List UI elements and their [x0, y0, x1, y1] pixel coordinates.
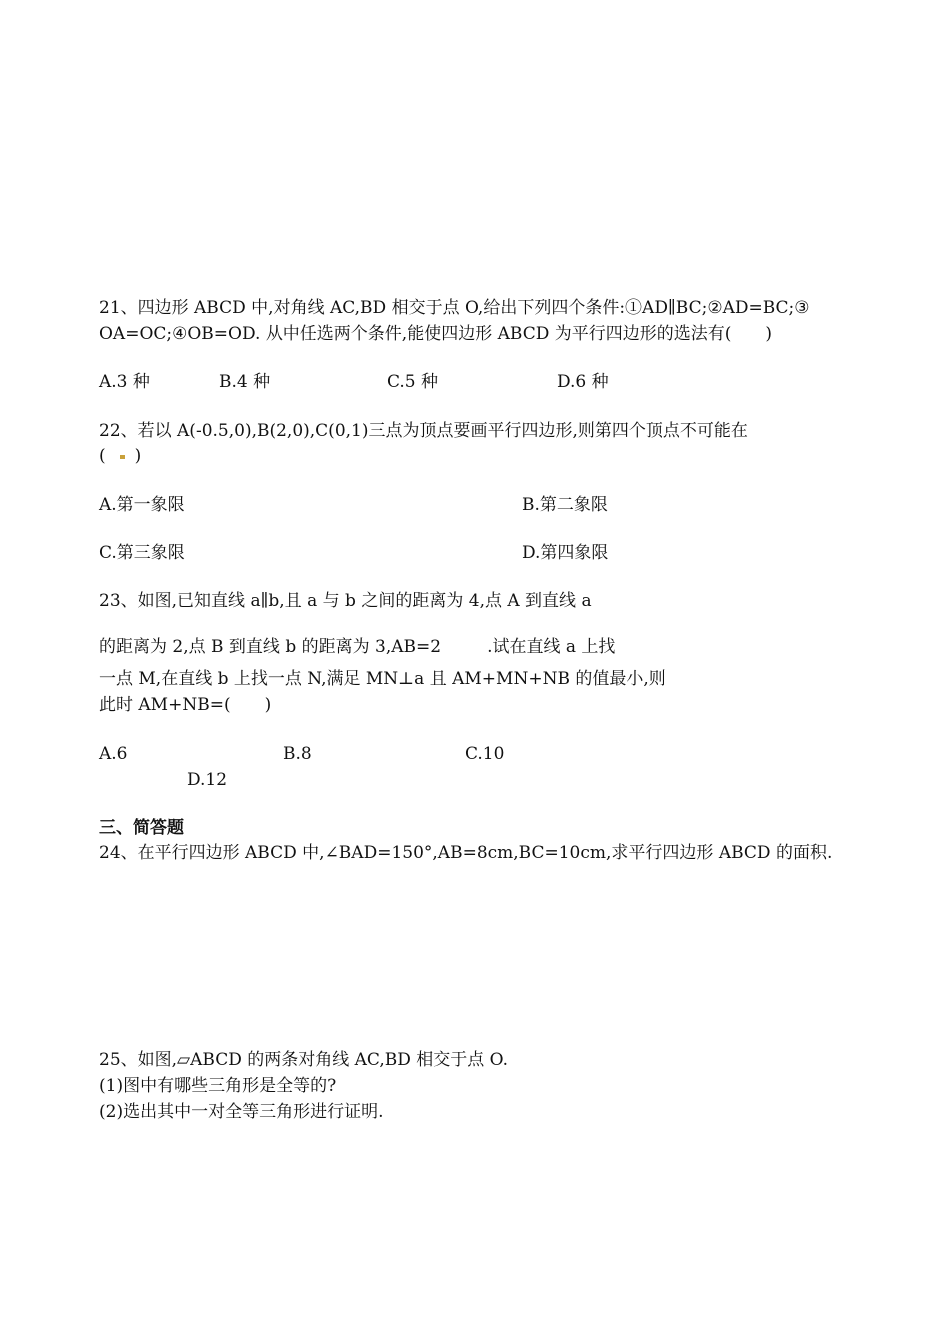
q23-option-d: D.12: [187, 770, 228, 790]
q23-option-c: C.10: [465, 744, 505, 764]
q22-close-paren: ): [134, 446, 142, 466]
q22-open-paren: (: [99, 446, 106, 466]
answer-blank-marker: [120, 455, 125, 459]
q21-option-b: B.4 种: [219, 372, 271, 392]
q22-line-1: 22、若以 A(-0.5,0),B(2,0),C(0,1)三点为顶点要画平行四边形,则第四个顶点不可能在: [99, 421, 748, 441]
q25-line-1: 25、如图,▱ABCD 的两条对角线 AC,BD 相交于点 O.: [99, 1050, 508, 1070]
q23-line-2b: .试在直线 a 上找: [487, 637, 616, 657]
q22-option-b: B.第二象限: [522, 495, 608, 515]
q25-part-1: (1)图中有哪些三角形是全等的?: [99, 1076, 337, 1096]
q24-text: 24、在平行四边形 ABCD 中,∠BAD=150°,AB=8cm,BC=10cm,求平行四边形 ABCD 的面积.: [99, 843, 833, 863]
q22-line-2: [99, 444, 141, 468]
q23-option-b: B.8: [283, 744, 312, 764]
q23-line-2: [99, 635, 615, 659]
q22-option-c: C.第三象限: [99, 543, 185, 563]
q21-option-c: C.5 种: [387, 372, 439, 392]
q22-option-d: D.第四象限: [522, 543, 609, 563]
q21-option-d: D.6 种: [557, 372, 609, 392]
q23-line-1: 23、如图,已知直线 a∥b,且 a 与 b 之间的距离为 4,点 A 到直线 a: [99, 591, 592, 611]
q23-line-2a: 的距离为 2,点 B 到直线 b 的距离为 3,AB=2: [99, 637, 442, 657]
q23-line-4: 此时 AM+NB=( ): [99, 695, 272, 715]
q25-part-2: (2)选出其中一对全等三角形进行证明.: [99, 1102, 384, 1122]
q21-line-2: OA=OC;④OB=OD. 从中任选两个条件,能使四边形 ABCD 为平行四边形的选法有( ): [99, 324, 773, 344]
q21-line-1: 21、四边形 ABCD 中,对角线 AC,BD 相交于点 O,给出下列四个条件:①AD∥BC;②AD=BC;③: [99, 298, 810, 318]
section-heading: 三、简答题: [99, 818, 184, 838]
q21-option-a: A.3 种: [99, 372, 150, 392]
q23-option-a: A.6: [99, 744, 128, 764]
q23-line-3: 一点 M,在直线 b 上找一点 N,满足 MN⊥a 且 AM+MN+NB 的值最小,则: [99, 669, 666, 689]
q22-option-a: A.第一象限: [99, 495, 185, 515]
